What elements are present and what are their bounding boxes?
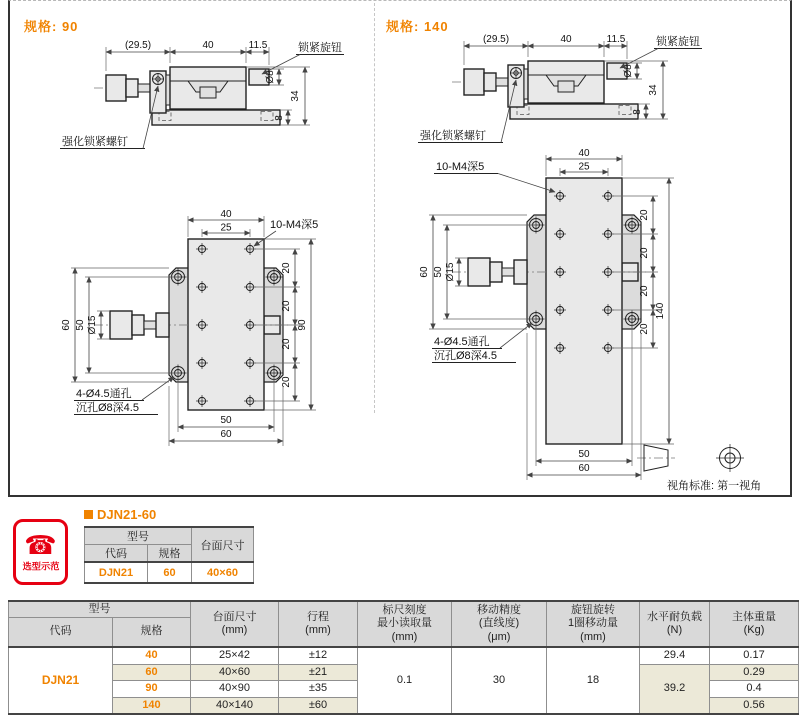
- dim-label: 11.5: [606, 34, 626, 45]
- dim-label: Ø15: [87, 315, 98, 335]
- selection-col-spec: 规格: [148, 545, 192, 563]
- dim-label: 11.5: [248, 40, 268, 51]
- dim-label: 40: [220, 209, 232, 220]
- weight-cell: 0.17: [710, 647, 799, 664]
- col-header-accuracy: 移动精度 (直线度) (μm): [452, 601, 547, 647]
- spec-cell: 40: [113, 647, 191, 664]
- surface-cell: 40×60: [191, 664, 279, 681]
- selection-col-model: 型号: [85, 527, 192, 545]
- dim-label: 34: [290, 90, 301, 102]
- dim-label: 50: [75, 319, 86, 331]
- dim-label: 8: [632, 109, 643, 115]
- dim-label: 20: [281, 338, 292, 350]
- col-header-spec: 规格: [113, 618, 191, 648]
- selection-heading: [84, 507, 156, 522]
- drawing-spec-140: [406, 23, 706, 487]
- selection-row: [85, 562, 254, 583]
- drawing-spec-90: [48, 29, 348, 451]
- lock-knob-label: 锁紧旋钮: [656, 36, 700, 48]
- col-header-code: 代码: [9, 618, 113, 648]
- dim-label: 20: [639, 323, 650, 335]
- stroke-cell: ±60: [279, 697, 358, 714]
- selection-col-code: 代码: [85, 545, 148, 563]
- spec-cell: 140: [113, 697, 191, 714]
- weight-cell: 0.56: [710, 697, 799, 714]
- dim-label: (29.5): [124, 40, 152, 51]
- dim-label: 20: [281, 376, 292, 388]
- selection-table: [84, 526, 254, 584]
- code-cell: DJN21: [9, 647, 113, 714]
- weight-cell: 0.29: [710, 664, 799, 681]
- dim-label: 90: [297, 319, 308, 331]
- panel-title: 规格: 90: [24, 19, 79, 34]
- dim-label: 20: [281, 262, 292, 274]
- dim-label: 40: [202, 40, 214, 51]
- dim-label: Ø15: [445, 262, 456, 282]
- selection-example-badge: [13, 519, 68, 585]
- lock-screw-label: 强化锁紧螺钉: [420, 130, 486, 142]
- side-view: [94, 67, 280, 125]
- dim-label: 20: [281, 300, 292, 312]
- panel-spec-90: [10, 1, 373, 495]
- col-header-stroke: 行程 (mm): [279, 601, 358, 647]
- col-header-model: 型号: [9, 601, 191, 618]
- col-header-weight: 主体重量 (Kg): [710, 601, 799, 647]
- top-view: [452, 178, 646, 444]
- accuracy-cell: 30: [452, 647, 547, 714]
- load-cell: 29.4: [640, 647, 710, 664]
- selection-col-surface: 台面尺寸: [192, 527, 254, 562]
- dim-label: 60: [220, 429, 232, 440]
- dim-label: 25: [578, 161, 590, 173]
- knob-travel-cell: 18: [547, 647, 640, 714]
- spec-table: [8, 600, 799, 715]
- stroke-cell: ±21: [279, 664, 358, 681]
- selection-code-value: DJN21: [85, 562, 148, 583]
- counterbore-label: 沉孔Ø8深4.5: [76, 402, 139, 414]
- square-bullet-icon: [84, 510, 93, 519]
- dim-label: 20: [639, 247, 650, 259]
- stroke-cell: ±12: [279, 647, 358, 664]
- dim-label: Ø8: [623, 64, 634, 78]
- view-standard-label: 视角标准: 第一视角: [667, 480, 762, 492]
- surface-cell: 40×90: [191, 681, 279, 698]
- counterbore-label: 沉孔Ø8深4.5: [434, 350, 497, 362]
- dim-label: 60: [578, 463, 590, 474]
- lock-knob-label: 锁紧旋钮: [298, 42, 342, 54]
- first-angle-circle-icon: [716, 444, 744, 472]
- dim-label: Ø8: [265, 70, 276, 84]
- panel-divider: [374, 3, 375, 413]
- weight-cell: 0.4: [710, 681, 799, 698]
- dim-label: 60: [61, 319, 72, 331]
- lock-screw-label: 强化锁紧螺钉: [62, 136, 128, 148]
- col-header-knob-travel: 旋钮旋转 1圈移动量 (mm): [547, 601, 640, 647]
- col-header-scale: 标尺刻度 最小读取量 (mm): [358, 601, 452, 647]
- panel-title: 规格: 140: [386, 19, 449, 34]
- dim-label: 34: [648, 84, 659, 96]
- surface-cell: 40×140: [191, 697, 279, 714]
- selection-spec-value: 60: [148, 562, 192, 583]
- dim-label: 60: [419, 266, 430, 278]
- tapped-holes-label: 10-M4深5: [436, 161, 485, 173]
- spec-cell: 60: [113, 664, 191, 681]
- lock-screw-icon: [153, 74, 164, 85]
- spec-cell: 90: [113, 681, 191, 698]
- selection-surface-value: 40×60: [192, 562, 254, 583]
- through-hole-label: 4-Ø4.5通孔: [76, 388, 132, 400]
- dim-label: 140: [655, 302, 666, 320]
- dim-label: 25: [220, 222, 232, 234]
- view-standard-symbol: [634, 441, 784, 493]
- col-header-load: 水平耐负载 (N): [640, 601, 710, 647]
- dim-label: 50: [578, 449, 590, 460]
- dim-label: 8: [274, 115, 285, 121]
- dim-label: 50: [433, 266, 444, 278]
- top-view: [94, 239, 288, 410]
- lock-screw-icon: [511, 68, 522, 79]
- phone-icon: ☎: [24, 529, 57, 560]
- col-header-surface: 台面尺寸 (mm): [191, 601, 279, 647]
- drawing-frame: [8, 0, 792, 497]
- dim-label: 40: [560, 34, 572, 45]
- scale-cell: 0.1: [358, 647, 452, 714]
- first-angle-cone-icon: [637, 445, 675, 471]
- surface-cell: 25×42: [191, 647, 279, 664]
- dim-label: 20: [639, 209, 650, 221]
- table-row: [9, 647, 799, 664]
- dim-label: 40: [578, 148, 590, 159]
- selection-part-number: DJN21-60: [97, 507, 157, 522]
- side-view: [452, 61, 638, 119]
- dim-label: 20: [639, 285, 650, 297]
- tapped-holes-label: 10-M4深5: [270, 219, 319, 231]
- dim-label: 50: [220, 415, 232, 426]
- stroke-cell: ±35: [279, 681, 358, 698]
- selection-badge-label: 选型示范: [22, 561, 59, 572]
- dim-label: (29.5): [482, 34, 510, 45]
- panel-spec-140: [376, 1, 788, 495]
- through-hole-label: 4-Ø4.5通孔: [434, 336, 490, 348]
- load-cell: 39.2: [640, 664, 710, 714]
